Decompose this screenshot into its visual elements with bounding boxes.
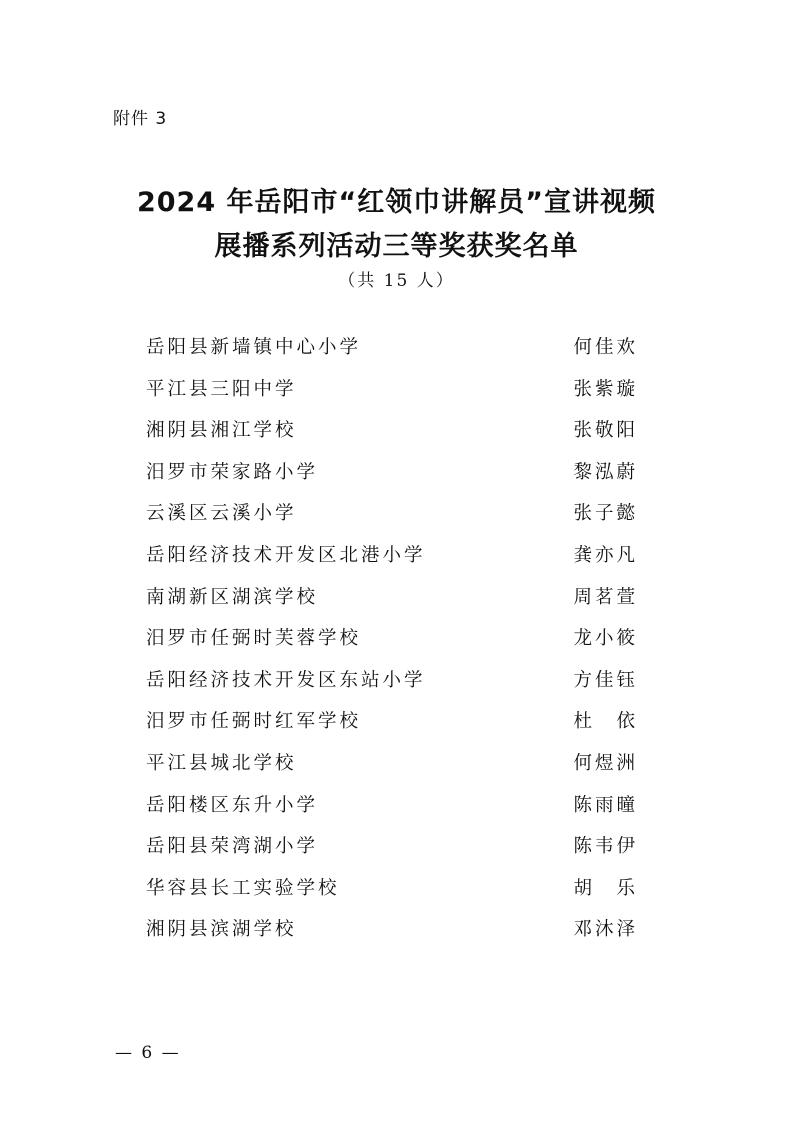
school-name: 湘阴县滨湖学校 — [146, 919, 297, 941]
winner-count: （共 15 人） — [338, 271, 455, 291]
list-item — [146, 704, 638, 746]
document-title-line1: 2024 年岳阳市“红领巾讲解员”宣讲视频 — [136, 187, 657, 218]
winner-name: 张紫璇 — [573, 378, 638, 400]
winner-name: 陈雨曈 — [573, 794, 638, 816]
winner-name: 龙小筱 — [573, 628, 638, 650]
school-name: 汨罗市荣家路小学 — [146, 461, 319, 483]
list-item — [146, 871, 638, 913]
list-item — [146, 455, 638, 497]
winner-name: 何煜洲 — [573, 752, 638, 774]
school-name: 华容县长工实验学校 — [146, 877, 340, 899]
winner-name: 张子懿 — [573, 503, 638, 525]
list-item — [146, 580, 638, 622]
list-item — [146, 788, 638, 830]
list-item — [146, 621, 638, 663]
school-name: 岳阳县荣湾湖小学 — [146, 836, 319, 858]
school-name: 汨罗市任弼时红军学校 — [146, 711, 362, 733]
winner-name: 邓沐泽 — [573, 919, 638, 941]
school-name: 平江县城北学校 — [146, 752, 297, 774]
document-title-line2: 展播系列活动三等奖获奖名单 — [214, 231, 579, 262]
winner-name: 方佳钰 — [573, 669, 638, 691]
school-name: 南湖新区湖滨学校 — [146, 586, 319, 608]
school-name: 云溪区云溪小学 — [146, 503, 297, 525]
winner-name: 杜 依 — [573, 711, 638, 733]
list-item — [146, 413, 638, 455]
list-item — [146, 746, 638, 788]
winner-name: 张敬阳 — [573, 420, 638, 442]
list-item — [146, 829, 638, 871]
winner-name: 黎泓蔚 — [573, 461, 638, 483]
winner-list — [146, 330, 638, 954]
school-name: 岳阳经济技术开发区北港小学 — [146, 544, 426, 566]
winner-name: 何佳欢 — [573, 337, 638, 358]
attachment-label: 附件 3 — [113, 109, 168, 129]
school-name: 平江县三阳中学 — [146, 378, 297, 400]
winner-name: 陈韦伊 — [573, 836, 638, 858]
school-name: 湘阴县湘江学校 — [146, 420, 297, 442]
page-number: — 6 — — [115, 1043, 181, 1063]
school-name: 岳阳楼区东升小学 — [146, 794, 319, 816]
list-item — [146, 496, 638, 538]
winner-name: 胡 乐 — [573, 877, 638, 899]
winner-name: 龚亦凡 — [573, 544, 638, 566]
list-item — [146, 912, 638, 954]
list-item — [146, 538, 638, 580]
winner-name: 周茗萱 — [573, 586, 638, 608]
list-item — [146, 372, 638, 414]
list-item — [146, 330, 638, 372]
school-name: 汨罗市任弼时芙蓉学校 — [146, 628, 362, 650]
school-name: 岳阳县新墙镇中心小学 — [146, 337, 362, 358]
school-name: 岳阳经济技术开发区东站小学 — [146, 669, 426, 691]
list-item — [146, 663, 638, 705]
